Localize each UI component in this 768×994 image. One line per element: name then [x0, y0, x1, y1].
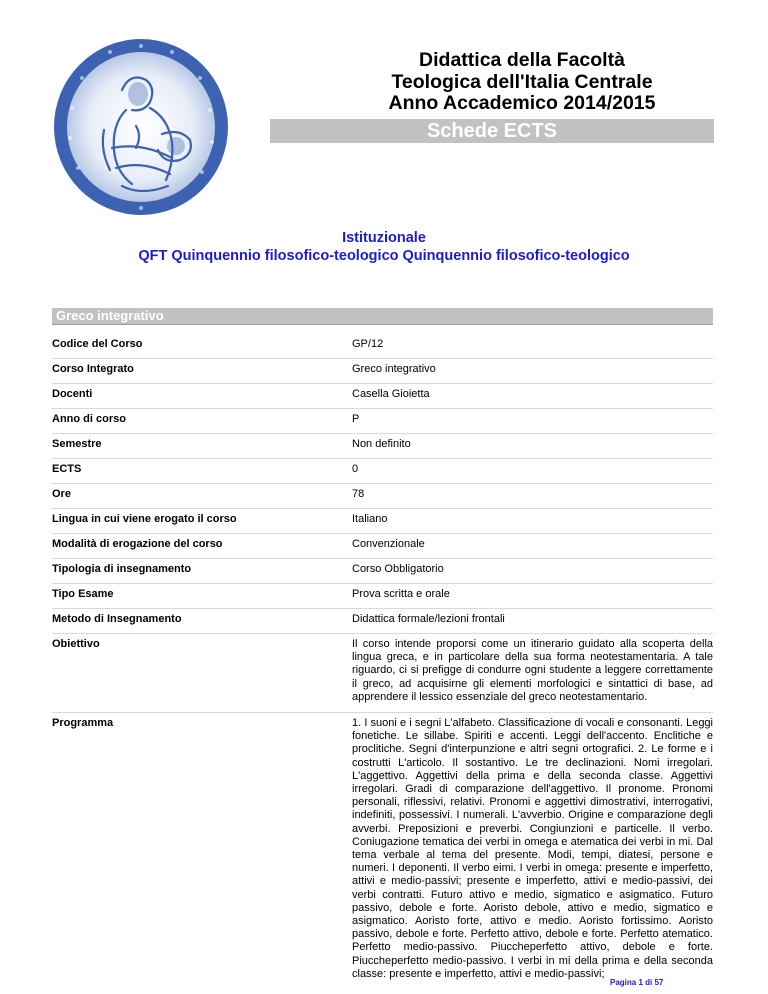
row-value: Greco integrativo	[352, 359, 713, 384]
table-row	[52, 384, 713, 409]
title-line-1: Didattica della Facoltà	[419, 49, 625, 71]
row-label: Metodo di Insegnamento	[52, 609, 352, 634]
row-value: Corso Obbligatorio	[352, 559, 713, 584]
table-row	[52, 334, 713, 359]
row-value: 0	[352, 459, 713, 484]
row-label: ECTS	[52, 459, 352, 484]
institution-line-1: Istituzionale	[342, 230, 426, 246]
row-value: Didattica formale/lezioni frontali	[352, 609, 713, 634]
page-number: Pagina 1 di 57	[610, 978, 664, 987]
row-label: Obiettivo	[52, 634, 352, 713]
row-label: Ore	[52, 484, 352, 509]
table-row	[52, 609, 713, 634]
row-value: Non definito	[352, 434, 713, 459]
table-row	[52, 584, 713, 609]
row-label: Docenti	[52, 384, 352, 409]
table-row	[52, 359, 713, 384]
row-label: Corso Integrato	[52, 359, 352, 384]
row-label: Anno di corso	[52, 409, 352, 434]
row-value: P	[352, 409, 713, 434]
row-value: Convenzionale	[352, 534, 713, 559]
course-section-header: Greco integrativo	[52, 308, 713, 324]
ects-banner: Schede ECTS	[270, 119, 714, 143]
row-label: Programma	[52, 717, 114, 730]
institution-heading	[0, 230, 768, 265]
section-divider	[52, 324, 713, 325]
table-row	[52, 534, 713, 559]
table-row	[52, 434, 713, 459]
row-label: Semestre	[52, 434, 352, 459]
table-row	[52, 634, 713, 713]
table-row	[52, 713, 713, 990]
program-text: 1. I suoni e i segni L'alfabeto. Classificazione di vocali e consonanti. Leggi fonetiche. Le sillabe. Spiriti e accenti. Leggi dell'accento. Enclitiche e proclitiche. Segni d'interpunzione e altri segni ortografici. 2. Le forme e i costrutti L'articolo. Il sostantivo. Le tre declinazioni. Nomi irregolari. L'aggettivo. Aggettivi della prima e della seconda classe. Aggettivi irregolari. Gradi di comparazione dell'aggettivo. Il pronome. Pronomi personali, riflessivi, relativi. Pronomi e aggettivi dimostrativi, interrogativi, indefiniti, possessivi. I numerali. L'avverbio. Origine e comparazione degli avverbi. Preposizioni e preverbi. Congiunzioni e particelle. Il verbo. Coniugazione tematica dei verbi in omega e atematica dei verbi in mi. Dal tema verbale al tema del presente. Modi, tempi, diatesi, persone e numeri. I deponenti. Il verbo eimi. I verbi in omega: presente e imperfetto, attivi e medio-passivi; presente e imperfetto, attivi e medio-passivi, dei verbi contratti. Futuro attivo e medio, sigmatico e asigmatico. Futuro passivo, debole e forte. Aoristo debole, attivo e medio, sigmatico e asigmatico. Aoristo forte, attivo e medio. Aoristo fortissimo. Aoristo passivo, debole e forte. Perfetto attivo, debole e forte. Perfetto atematico. Perfetto medio-passivo. Piuccheperfetto attivo, debole e forte. Piuccheperfetto medio-passivo. I verbi in mi della prima e della seconda classe: presente e imperfetto, attivi e medio-passivi;	[352, 717, 713, 980]
row-value: Italiano	[352, 509, 713, 534]
table-row	[52, 484, 713, 509]
title-line-2: Teologica dell'Italia Centrale	[391, 70, 653, 93]
row-label: Tipo Esame	[52, 584, 352, 609]
objective-text: Il corso intende proporsi come un itinerario guidato alla scoperta della lingua greca, e in particolare della sua forma neotestamentaria. A tale riguardo, ci si prefigge di condurre ogni studente a leggere correttamente il greco, ad acquisirne gli elementi morfologici e sintattici di base, ad apprendere il lessico essenziale del greco neotestamentario.	[352, 634, 713, 713]
table-row	[52, 559, 713, 584]
table-row	[52, 509, 713, 534]
row-label: Lingua in cui viene erogato il corso	[52, 509, 352, 534]
row-label: Codice del Corso	[52, 334, 352, 359]
row-value: Casella Gioietta	[352, 384, 713, 409]
table-row	[52, 459, 713, 484]
row-value: Prova scritta e orale	[352, 584, 713, 609]
row-value: GP/12	[352, 334, 713, 359]
row-label: Tipologia di insegnamento	[52, 559, 352, 584]
institution-line-2: QFT Quinquennio filosofico-teologico Quinquennio filosofico-teologico	[138, 247, 630, 264]
row-value: 78	[352, 484, 713, 509]
table-row	[52, 409, 713, 434]
document-title	[300, 50, 744, 115]
title-line-3: Anno Accademico 2014/2015	[388, 92, 656, 114]
row-label: Modalità di erogazione del corso	[52, 534, 352, 559]
course-details-table	[52, 334, 713, 989]
faculty-seal-logo	[52, 38, 230, 216]
